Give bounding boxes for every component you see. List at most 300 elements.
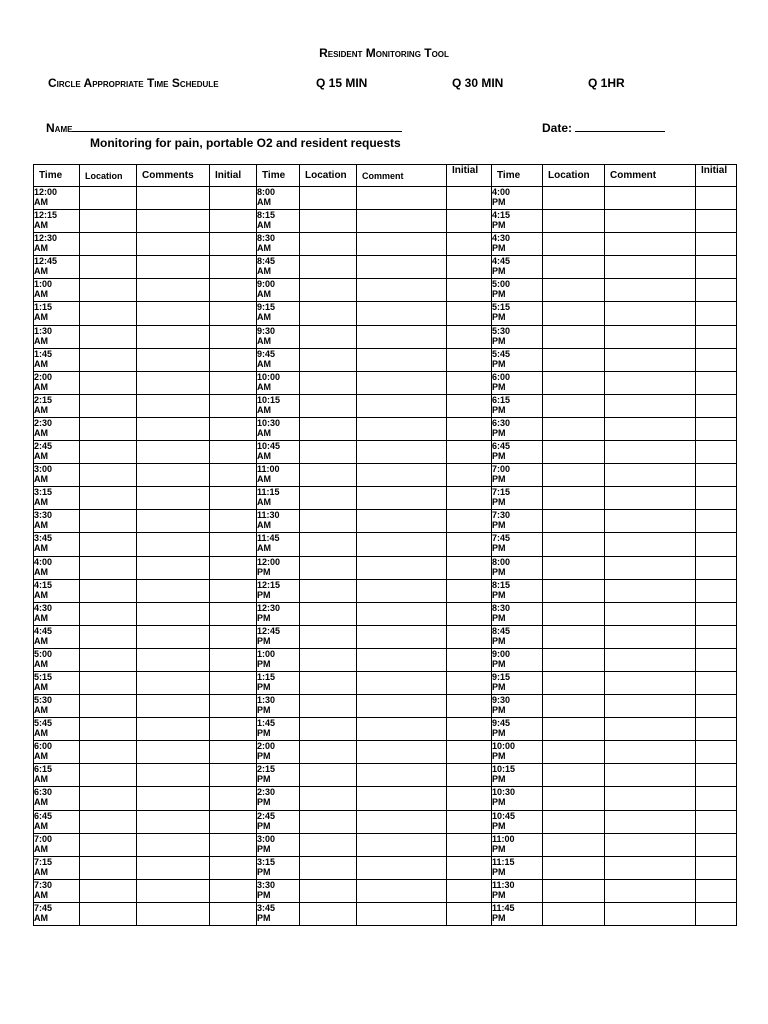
comment-cell[interactable] <box>605 464 696 487</box>
initial-cell[interactable] <box>447 325 492 348</box>
location-cell[interactable] <box>80 187 137 210</box>
comment-cell[interactable] <box>605 510 696 533</box>
initial-cell[interactable] <box>696 302 737 325</box>
location-cell[interactable] <box>543 533 605 556</box>
comment-cell[interactable] <box>605 833 696 856</box>
location-cell[interactable] <box>300 487 357 510</box>
initial-cell[interactable] <box>210 879 257 902</box>
location-cell[interactable] <box>300 787 357 810</box>
initial-cell[interactable] <box>210 556 257 579</box>
comment-cell[interactable] <box>357 417 447 440</box>
location-cell[interactable] <box>300 325 357 348</box>
comment-cell[interactable] <box>137 625 210 648</box>
location-cell[interactable] <box>80 256 137 279</box>
initial-cell[interactable] <box>210 325 257 348</box>
comment-cell[interactable] <box>137 510 210 533</box>
comment-cell[interactable] <box>137 464 210 487</box>
comment-cell[interactable] <box>357 533 447 556</box>
location-cell[interactable] <box>543 602 605 625</box>
location-cell[interactable] <box>300 556 357 579</box>
location-cell[interactable] <box>300 833 357 856</box>
comment-cell[interactable] <box>357 648 447 671</box>
initial-cell[interactable] <box>696 325 737 348</box>
location-cell[interactable] <box>300 256 357 279</box>
comment-cell[interactable] <box>605 856 696 879</box>
comment-cell[interactable] <box>357 602 447 625</box>
comment-cell[interactable] <box>605 902 696 925</box>
location-cell[interactable] <box>543 625 605 648</box>
location-cell[interactable] <box>543 856 605 879</box>
initial-cell[interactable] <box>210 671 257 694</box>
initial-cell[interactable] <box>447 533 492 556</box>
location-cell[interactable] <box>80 441 137 464</box>
comment-cell[interactable] <box>357 348 447 371</box>
initial-cell[interactable] <box>447 279 492 302</box>
comment-cell[interactable] <box>605 233 696 256</box>
comment-cell[interactable] <box>357 371 447 394</box>
location-cell[interactable] <box>80 810 137 833</box>
comment-cell[interactable] <box>605 764 696 787</box>
comment-cell[interactable] <box>357 394 447 417</box>
time-meridiem: PM <box>257 566 271 577</box>
comment-cell[interactable] <box>137 856 210 879</box>
location-cell[interactable] <box>543 279 605 302</box>
initial-cell[interactable] <box>210 441 257 464</box>
initial-cell[interactable] <box>447 695 492 718</box>
initial-cell[interactable] <box>210 764 257 787</box>
comment-cell[interactable] <box>137 695 210 718</box>
location-cell[interactable] <box>543 487 605 510</box>
comment-cell[interactable] <box>605 441 696 464</box>
initial-cell[interactable] <box>447 256 492 279</box>
initial-cell[interactable] <box>447 187 492 210</box>
initial-cell[interactable] <box>696 533 737 556</box>
comment-cell[interactable] <box>357 856 447 879</box>
initial-cell[interactable] <box>210 256 257 279</box>
initial-cell[interactable] <box>210 187 257 210</box>
initial-cell[interactable] <box>447 233 492 256</box>
comment-cell[interactable] <box>605 417 696 440</box>
comment-cell[interactable] <box>357 302 447 325</box>
initial-cell[interactable] <box>447 394 492 417</box>
comment-cell[interactable] <box>137 579 210 602</box>
location-cell[interactable] <box>543 556 605 579</box>
date-field[interactable] <box>542 120 665 135</box>
initial-cell[interactable] <box>696 441 737 464</box>
location-cell[interactable] <box>543 187 605 210</box>
initial-cell[interactable] <box>210 856 257 879</box>
initial-cell[interactable] <box>696 233 737 256</box>
comment-cell[interactable] <box>605 210 696 233</box>
initial-cell[interactable] <box>447 718 492 741</box>
location-cell[interactable] <box>300 279 357 302</box>
initial-cell[interactable] <box>447 602 492 625</box>
initial-cell[interactable] <box>696 902 737 925</box>
location-cell[interactable] <box>300 648 357 671</box>
location-cell[interactable] <box>80 556 137 579</box>
location-cell[interactable] <box>300 302 357 325</box>
location-cell[interactable] <box>300 579 357 602</box>
location-cell[interactable] <box>543 417 605 440</box>
initial-cell[interactable] <box>696 741 737 764</box>
initial-cell[interactable] <box>210 648 257 671</box>
comment-cell[interactable] <box>605 348 696 371</box>
comment-cell[interactable] <box>605 394 696 417</box>
initial-cell[interactable] <box>696 371 737 394</box>
location-cell[interactable] <box>300 625 357 648</box>
location-cell[interactable] <box>543 394 605 417</box>
location-cell[interactable] <box>300 187 357 210</box>
location-cell[interactable] <box>300 533 357 556</box>
location-cell[interactable] <box>80 325 137 348</box>
location-cell[interactable] <box>543 671 605 694</box>
location-cell[interactable] <box>80 279 137 302</box>
initial-cell[interactable] <box>210 741 257 764</box>
comment-cell[interactable] <box>357 279 447 302</box>
location-cell[interactable] <box>300 695 357 718</box>
schedule-option-q1hr[interactable]: Q 1HR <box>588 76 625 90</box>
initial-cell[interactable] <box>447 879 492 902</box>
comment-cell[interactable] <box>137 348 210 371</box>
location-cell[interactable] <box>543 441 605 464</box>
comment-cell[interactable] <box>137 741 210 764</box>
location-cell[interactable] <box>543 648 605 671</box>
location-cell[interactable] <box>80 625 137 648</box>
location-cell[interactable] <box>543 325 605 348</box>
initial-cell[interactable] <box>447 302 492 325</box>
comment-cell[interactable] <box>605 556 696 579</box>
comment-cell[interactable] <box>137 233 210 256</box>
location-cell[interactable] <box>80 371 137 394</box>
location-cell[interactable] <box>300 856 357 879</box>
comment-cell[interactable] <box>357 487 447 510</box>
initial-cell[interactable] <box>696 625 737 648</box>
location-cell[interactable] <box>300 510 357 533</box>
comment-cell[interactable] <box>605 256 696 279</box>
comment-cell[interactable] <box>137 256 210 279</box>
initial-cell[interactable] <box>447 210 492 233</box>
location-cell[interactable] <box>80 741 137 764</box>
initial-cell[interactable] <box>210 417 257 440</box>
location-cell[interactable] <box>300 210 357 233</box>
initial-cell[interactable] <box>696 464 737 487</box>
comment-cell[interactable] <box>137 371 210 394</box>
comment-cell[interactable] <box>605 487 696 510</box>
location-cell[interactable] <box>300 394 357 417</box>
initial-cell[interactable] <box>210 810 257 833</box>
initial-cell[interactable] <box>696 648 737 671</box>
location-cell[interactable] <box>300 348 357 371</box>
location-cell[interactable] <box>300 441 357 464</box>
comment-cell[interactable] <box>605 602 696 625</box>
comment-cell[interactable] <box>605 187 696 210</box>
initial-cell[interactable] <box>696 417 737 440</box>
comment-cell[interactable] <box>137 487 210 510</box>
time-cell <box>34 579 80 602</box>
comment-cell[interactable] <box>137 764 210 787</box>
location-cell[interactable] <box>80 787 137 810</box>
initial-cell[interactable] <box>447 833 492 856</box>
location-cell[interactable] <box>300 233 357 256</box>
initial-cell[interactable] <box>447 902 492 925</box>
comment-cell[interactable] <box>605 671 696 694</box>
comment-cell[interactable] <box>137 325 210 348</box>
initial-cell[interactable] <box>210 787 257 810</box>
comment-cell[interactable] <box>357 256 447 279</box>
location-cell[interactable] <box>80 302 137 325</box>
initial-cell[interactable] <box>696 187 737 210</box>
location-cell[interactable] <box>543 371 605 394</box>
initial-cell[interactable] <box>447 464 492 487</box>
location-cell[interactable] <box>80 671 137 694</box>
location-cell[interactable] <box>80 510 137 533</box>
comment-cell[interactable] <box>137 902 210 925</box>
comment-cell[interactable] <box>137 879 210 902</box>
comment-cell[interactable] <box>605 810 696 833</box>
comment-cell[interactable] <box>137 833 210 856</box>
initial-cell[interactable] <box>696 556 737 579</box>
comment-cell[interactable] <box>605 718 696 741</box>
location-cell[interactable] <box>80 464 137 487</box>
location-cell[interactable] <box>80 487 137 510</box>
initial-cell[interactable] <box>447 648 492 671</box>
table-row <box>34 695 737 718</box>
initial-cell[interactable] <box>210 302 257 325</box>
location-cell[interactable] <box>80 764 137 787</box>
initial-cell[interactable] <box>696 787 737 810</box>
initial-cell[interactable] <box>210 625 257 648</box>
comment-cell[interactable] <box>357 741 447 764</box>
location-cell[interactable] <box>80 648 137 671</box>
comment-cell[interactable] <box>357 233 447 256</box>
comment-cell[interactable] <box>137 648 210 671</box>
comment-cell[interactable] <box>137 556 210 579</box>
comment-cell[interactable] <box>137 671 210 694</box>
comment-cell[interactable] <box>137 302 210 325</box>
location-cell[interactable] <box>543 810 605 833</box>
location-cell[interactable] <box>80 210 137 233</box>
location-cell[interactable] <box>80 602 137 625</box>
location-cell[interactable] <box>80 579 137 602</box>
comment-cell[interactable] <box>357 833 447 856</box>
comment-cell[interactable] <box>137 602 210 625</box>
initial-cell[interactable] <box>210 533 257 556</box>
initial-cell[interactable] <box>210 602 257 625</box>
initial-cell[interactable] <box>210 487 257 510</box>
comment-cell[interactable] <box>357 510 447 533</box>
location-cell[interactable] <box>543 833 605 856</box>
location-cell[interactable] <box>543 256 605 279</box>
location-cell[interactable] <box>543 695 605 718</box>
initial-cell[interactable] <box>447 856 492 879</box>
comment-cell[interactable] <box>357 210 447 233</box>
comment-cell[interactable] <box>137 441 210 464</box>
initial-cell[interactable] <box>210 210 257 233</box>
comment-cell[interactable] <box>605 787 696 810</box>
location-cell[interactable] <box>300 741 357 764</box>
location-cell[interactable] <box>300 417 357 440</box>
comment-cell[interactable] <box>357 671 447 694</box>
initial-cell[interactable] <box>210 394 257 417</box>
comment-cell[interactable] <box>357 787 447 810</box>
initial-cell[interactable] <box>696 833 737 856</box>
comment-cell[interactable] <box>605 579 696 602</box>
initial-cell[interactable] <box>210 371 257 394</box>
location-cell[interactable] <box>543 210 605 233</box>
location-cell[interactable] <box>80 902 137 925</box>
initial-cell[interactable] <box>447 348 492 371</box>
initial-cell[interactable] <box>447 417 492 440</box>
location-cell[interactable] <box>300 371 357 394</box>
comment-cell[interactable] <box>357 556 447 579</box>
initial-cell[interactable] <box>696 348 737 371</box>
initial-cell[interactable] <box>696 879 737 902</box>
comment-cell[interactable] <box>137 279 210 302</box>
comment-cell[interactable] <box>137 187 210 210</box>
initial-cell[interactable] <box>696 602 737 625</box>
location-cell[interactable] <box>80 233 137 256</box>
initial-cell[interactable] <box>210 718 257 741</box>
initial-cell[interactable] <box>447 487 492 510</box>
name-blank[interactable] <box>72 120 402 132</box>
location-cell[interactable] <box>80 695 137 718</box>
initial-cell[interactable] <box>447 579 492 602</box>
comment-cell[interactable] <box>605 695 696 718</box>
initial-cell[interactable] <box>210 279 257 302</box>
initial-cell[interactable] <box>210 464 257 487</box>
location-cell[interactable] <box>300 464 357 487</box>
location-cell[interactable] <box>80 879 137 902</box>
initial-cell[interactable] <box>696 671 737 694</box>
comment-cell[interactable] <box>605 279 696 302</box>
comment-cell[interactable] <box>357 625 447 648</box>
comment-cell[interactable] <box>605 625 696 648</box>
initial-cell[interactable] <box>447 787 492 810</box>
comment-cell[interactable] <box>137 417 210 440</box>
initial-cell[interactable] <box>210 233 257 256</box>
initial-cell[interactable] <box>696 394 737 417</box>
location-cell[interactable] <box>300 602 357 625</box>
comment-cell[interactable] <box>357 325 447 348</box>
initial-cell[interactable] <box>696 856 737 879</box>
initial-cell[interactable] <box>696 510 737 533</box>
comment-cell[interactable] <box>137 533 210 556</box>
location-cell[interactable] <box>300 879 357 902</box>
initial-cell[interactable] <box>210 348 257 371</box>
location-cell[interactable] <box>543 718 605 741</box>
location-cell[interactable] <box>80 718 137 741</box>
location-cell[interactable] <box>543 510 605 533</box>
initial-cell[interactable] <box>447 810 492 833</box>
initial-cell[interactable] <box>210 510 257 533</box>
location-cell[interactable] <box>543 741 605 764</box>
date-blank[interactable] <box>575 120 665 132</box>
initial-cell[interactable] <box>210 833 257 856</box>
name-field[interactable] <box>46 120 402 135</box>
location-cell[interactable] <box>543 787 605 810</box>
initial-cell[interactable] <box>696 256 737 279</box>
comment-cell[interactable] <box>605 741 696 764</box>
comment-cell[interactable] <box>137 210 210 233</box>
location-cell[interactable] <box>543 879 605 902</box>
location-cell[interactable] <box>80 856 137 879</box>
location-cell[interactable] <box>80 833 137 856</box>
location-cell[interactable] <box>80 417 137 440</box>
location-cell[interactable] <box>543 579 605 602</box>
comment-cell[interactable] <box>605 302 696 325</box>
initial-cell[interactable] <box>447 556 492 579</box>
comment-cell[interactable] <box>605 879 696 902</box>
location-cell[interactable] <box>300 902 357 925</box>
initial-cell[interactable] <box>696 695 737 718</box>
initial-cell[interactable] <box>696 210 737 233</box>
initial-cell[interactable] <box>447 625 492 648</box>
initial-cell[interactable] <box>696 579 737 602</box>
comment-cell[interactable] <box>357 441 447 464</box>
initial-cell[interactable] <box>696 279 737 302</box>
initial-cell[interactable] <box>447 764 492 787</box>
location-cell[interactable] <box>300 671 357 694</box>
initial-cell[interactable] <box>447 510 492 533</box>
initial-cell[interactable] <box>210 579 257 602</box>
comment-cell[interactable] <box>357 579 447 602</box>
initial-cell[interactable] <box>447 671 492 694</box>
schedule-option-q15[interactable]: Q 15 MIN <box>316 76 368 90</box>
location-cell[interactable] <box>543 764 605 787</box>
comment-cell[interactable] <box>357 464 447 487</box>
comment-cell[interactable] <box>357 902 447 925</box>
location-cell[interactable] <box>300 718 357 741</box>
time-meridiem: AM <box>34 497 48 508</box>
initial-cell[interactable] <box>210 695 257 718</box>
comment-cell[interactable] <box>357 187 447 210</box>
comment-cell[interactable] <box>137 787 210 810</box>
comment-cell[interactable] <box>605 648 696 671</box>
initial-cell[interactable] <box>447 371 492 394</box>
comment-cell[interactable] <box>137 810 210 833</box>
comment-cell[interactable] <box>605 325 696 348</box>
location-cell[interactable] <box>543 348 605 371</box>
initial-cell[interactable] <box>447 741 492 764</box>
location-cell[interactable] <box>80 348 137 371</box>
header-initial-3: Initial <box>696 165 737 187</box>
comment-cell[interactable] <box>137 394 210 417</box>
initial-cell[interactable] <box>696 718 737 741</box>
location-cell[interactable] <box>543 302 605 325</box>
comment-cell[interactable] <box>357 764 447 787</box>
location-cell[interactable] <box>80 394 137 417</box>
initial-cell[interactable] <box>696 810 737 833</box>
comment-cell[interactable] <box>357 695 447 718</box>
comment-cell[interactable] <box>357 718 447 741</box>
location-cell[interactable] <box>543 233 605 256</box>
initial-cell[interactable] <box>447 441 492 464</box>
comment-cell[interactable] <box>605 371 696 394</box>
location-cell[interactable] <box>543 464 605 487</box>
location-cell[interactable] <box>300 810 357 833</box>
schedule-option-q30[interactable]: Q 30 MIN <box>452 76 504 90</box>
location-cell[interactable] <box>80 533 137 556</box>
location-cell[interactable] <box>300 764 357 787</box>
comment-cell[interactable] <box>605 533 696 556</box>
initial-cell[interactable] <box>696 764 737 787</box>
location-cell[interactable] <box>543 902 605 925</box>
comment-cell[interactable] <box>357 810 447 833</box>
comment-cell[interactable] <box>137 718 210 741</box>
comment-cell[interactable] <box>357 879 447 902</box>
initial-cell[interactable] <box>696 487 737 510</box>
initial-cell[interactable] <box>210 902 257 925</box>
